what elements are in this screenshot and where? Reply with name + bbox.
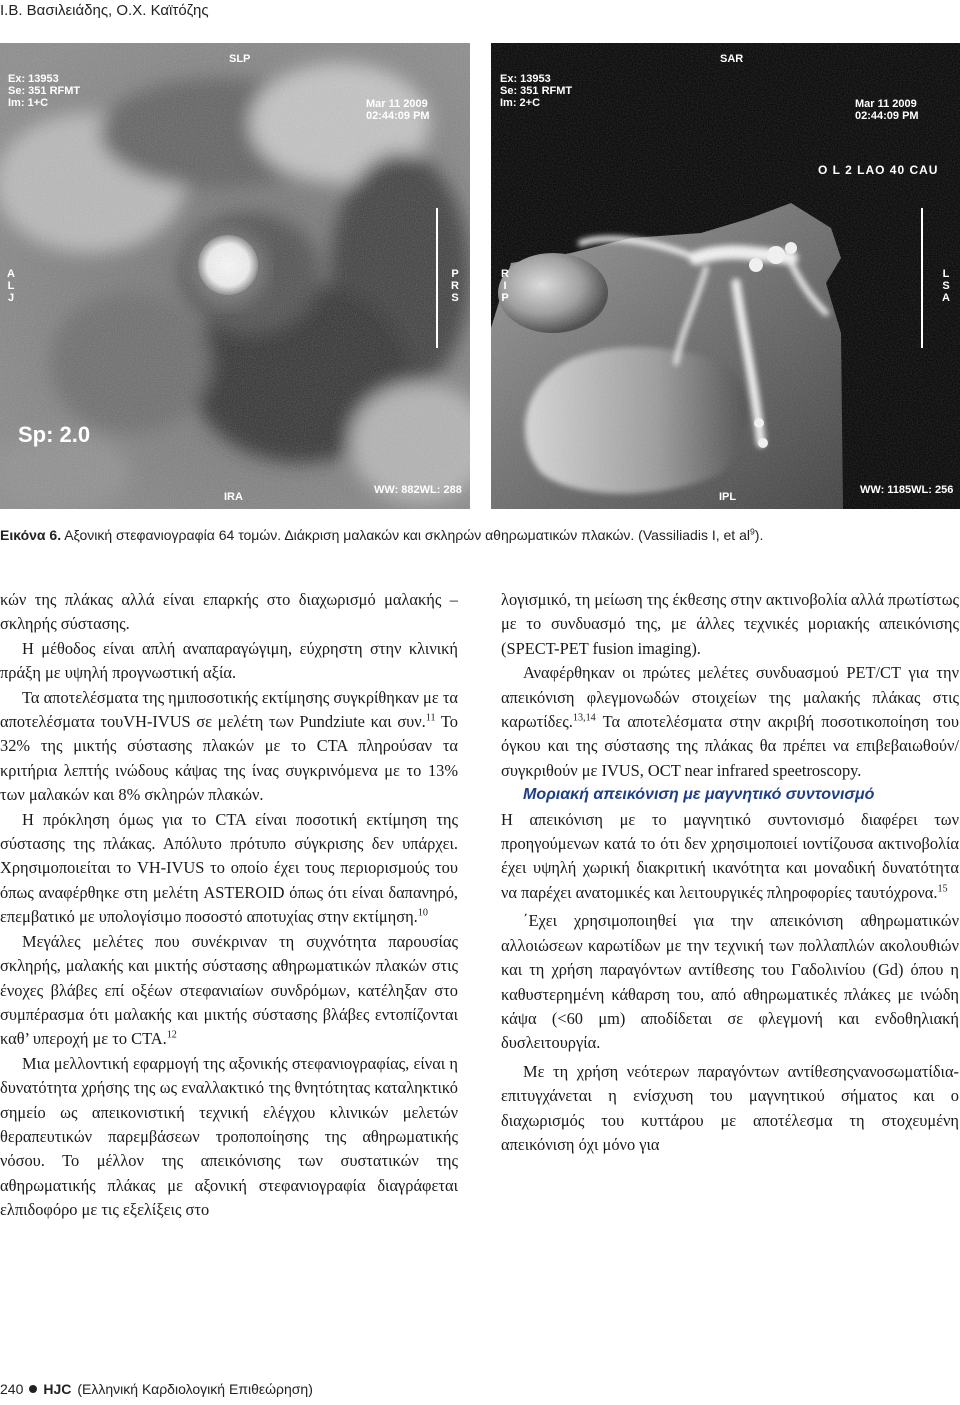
view-angle-text: O L 2 LAO 40 CAU — [818, 163, 939, 177]
ct-3d-render-image — [491, 43, 960, 509]
exam-info-text: Ex: 13953 Se: 351 RFMT Im: 2+C — [500, 73, 573, 109]
citation-ref: 15 — [937, 883, 948, 895]
citation-ref: 10 — [417, 907, 428, 919]
citation-ref: 11 — [425, 712, 436, 724]
paragraph: Η πρόκληση όμως για το CTA είναι ποσοτική εκτίμηση της σύστασης της πλάκας. Απόλυτο πρότυπο σύγκρισης δεν υπάρχει. Χρησιμοποιείται το VH-IVUS το οποίο έχει τους περιορισμούς του όπως αναφέρθηκε στη μελέτη ASTEROID όπως ότι είναι δαπανηρό, επεμβατικό με υπολογίσιμο ποσοστό αποτυχίας στην εκτίμηση.$^{10}$ — [0, 809, 458, 927]
date-time-text: Mar 11 2009 02:44:09 PM — [366, 98, 430, 122]
figure-caption — [0, 527, 960, 543]
paragraph: ΄Εχει χρησιμοποιηθεί για την απεικόνιση αθηρωματικών αλλοιώσεων καρωτίδων με την τεχνική των πολλαπλών ακολουθιών και τη χρήση παραγόντων αντίθεσης του Γαδολινίου (Gd) όπου η καθυστερημένη κάθαρση του, από αθηρωματικές πλάκες με ινώδη κάψα (<60 μm) αποδίδεται σε φλεγμονή και ενδοθηλιακή δυσλειτουργία. — [501, 911, 959, 1053]
paragraph: Με τη χρήση νεότερων παραγόντων αντίθεσηςνανοσωματίδια-επιτυγχάνεται η ενίσχυση του μαγνητικού σήματος και ο διαχωρισμός του κυττάρου με αποτέλεσμα τη στοχευμένη απεικόνιση όχι μόνο για — [501, 1061, 959, 1154]
slice-spacing-text: Sp: 2.0 — [18, 422, 91, 447]
left-text-column — [0, 588, 458, 1223]
scale-bar — [430, 208, 438, 348]
orientation-right-label: PRS — [451, 268, 459, 304]
paragraph: Τα αποτελέσματα της ημιποσοτικής εκτίμησης συγκρίθηκαν με τα αποτελέσματα τουVH-IVUS σε μελέτη των Pundziute και συν.$^{11}$ Το 32% της μικτής σύστασης πλακών με το CTA πληρούσαν τα κριτήρια λεπτής ινώδους κάψας της ίνας συγκρινόμενα με το 13% των μαλακών και 8% σκληρών πλακών. — [0, 687, 458, 805]
orientation-left-label: RIP — [501, 268, 509, 304]
orientation-left-label: ALJ — [7, 268, 15, 304]
orientation-top-label: SLP — [229, 53, 251, 65]
journal-abbrev: HJC — [43, 1381, 72, 1397]
ct-axial-image — [0, 43, 470, 509]
caption-text: Αξονική στεφανιογραφία 64 τομών. Διάκριση μαλακών και σκληρών αθηρωματικών πλακών. (Vassiliadis I, et al — [64, 527, 750, 543]
caption-label: Εικόνα 6. — [0, 527, 62, 543]
exam-info-text: Ex: 13953 Se: 351 RFMT Im: 1+C — [8, 73, 81, 109]
paragraph: Μεγάλες μελέτες που συνέκριναν τη συχνότητα παρουσίας σκληρής, μαλακής και μικτής σύστασης αθηρωματικών πλακών στις ένοχες βλάβες επί οξέων στεφανιαίων συνδρόμων, κατέληξαν στο συμπέρασμα ότι μαλακής και μικτής σύστασης βλάβες εντοπίζονται καθ’ υπεροχή με το CTA.$^{12}$ — [0, 931, 458, 1049]
paragraph: Η μέθοδος είναι απλή αναπαραγώγιμη, εύχρηστη στην κλινική πράξη με υψηλή προγνωστική αξία. — [0, 638, 458, 683]
paragraph: Η απεικόνιση με το μαγνητικό συντονισμό διαφέρει των προηγούμενων κατά το ότι δεν χρησιμοποιεί ιοντίζουσα ακτινοβολία έχει υψηλή χωρική διακριτική ικανότητα και μοναδική δυνατότητα να παρέχει ανατομικές και λειτουργικές πληροφορίες ταυτόχρονα.$^{15}$ — [501, 809, 959, 902]
orientation-bottom-label: IPL — [719, 491, 737, 503]
paragraph: Μια μελλοντική εφαρμογή της αξονικής στεφανιογραφίας, είναι η δυνατότητα χρήσης της ως εναλλακτικό της θνητότητας καταληκτικό σημείο ως απεικονιστική τεχνική ελέγχου κλινικών μελετών θεραπευτικών παρεμβάσεων τροποποίησης της αθηρωματικής νόσου. Το μέλλον της απεικόνισης των συστατικών της αθηρωματικής πλάκας με αξονική στεφανιογραφία διαγράφεται ελπιδοφόρο με τις εξελίξεις στο — [0, 1053, 458, 1220]
paragraph: κών της πλάκας αλλά είναι επαρκής στο διαχωρισμό μαλακής –σκληρής σύστασης. — [0, 590, 458, 634]
date-time-text: Mar 11 2009 02:44:09 PM — [855, 98, 919, 122]
orientation-bottom-label: IRA — [224, 491, 243, 503]
window-level-text: WW: 882WL: 288 — [374, 484, 462, 496]
orientation-top-label: SAR — [720, 53, 744, 65]
orientation-right-label: LSA — [942, 268, 950, 304]
window-level-text: WW: 1185WL: 256 — [860, 484, 954, 496]
caption-ref: 9 — [749, 526, 755, 537]
citation-ref: 13,14 — [572, 712, 596, 724]
journal-full-name: (Ελληνική Καρδιολογική Επιθεώρηση) — [77, 1381, 313, 1397]
scale-bar — [915, 208, 923, 348]
page-footer — [0, 1381, 313, 1397]
page-number: 240 — [0, 1381, 24, 1397]
caption-end: ). — [754, 527, 764, 543]
bullet-dot-icon — [29, 1385, 37, 1393]
running-header-authors: Ι.Β. Βασιλειάδης, Ο.Χ. Καϊτόζης — [0, 2, 209, 19]
paragraph: λογισμικό, τη μείωση της έκθεσης στην ακτινοβολία αλλά πρωτίστως με το συνδυασμό της, με άλλες τεχνικές μοριακής απεικόνισης (SPECT-PET fusion imaging). — [501, 590, 960, 658]
section-subheading: Μοριακή απεικόνιση με μαγνητικό συντονισμό — [523, 786, 875, 804]
citation-ref: 12 — [166, 1029, 177, 1041]
paragraph: Αναφέρθηκαν οι πρώτες μελέτες συνδυασμού PET/CT για την απεικόνιση φλεγμονωδών στοιχείων της μαλακής πλάκας στις καρωτίδες.$^{13,14}$ Τα αποτελέσματα στην ακριβή ποσοτικοποίηση του όγκου και της σύστασης της πλάκας θα πρέπει να επιβεβαιωθούν/συγκριθούν με IVUS, OCT near infrared speetroscopy. — [501, 663, 959, 780]
right-text-column — [501, 588, 959, 1157]
